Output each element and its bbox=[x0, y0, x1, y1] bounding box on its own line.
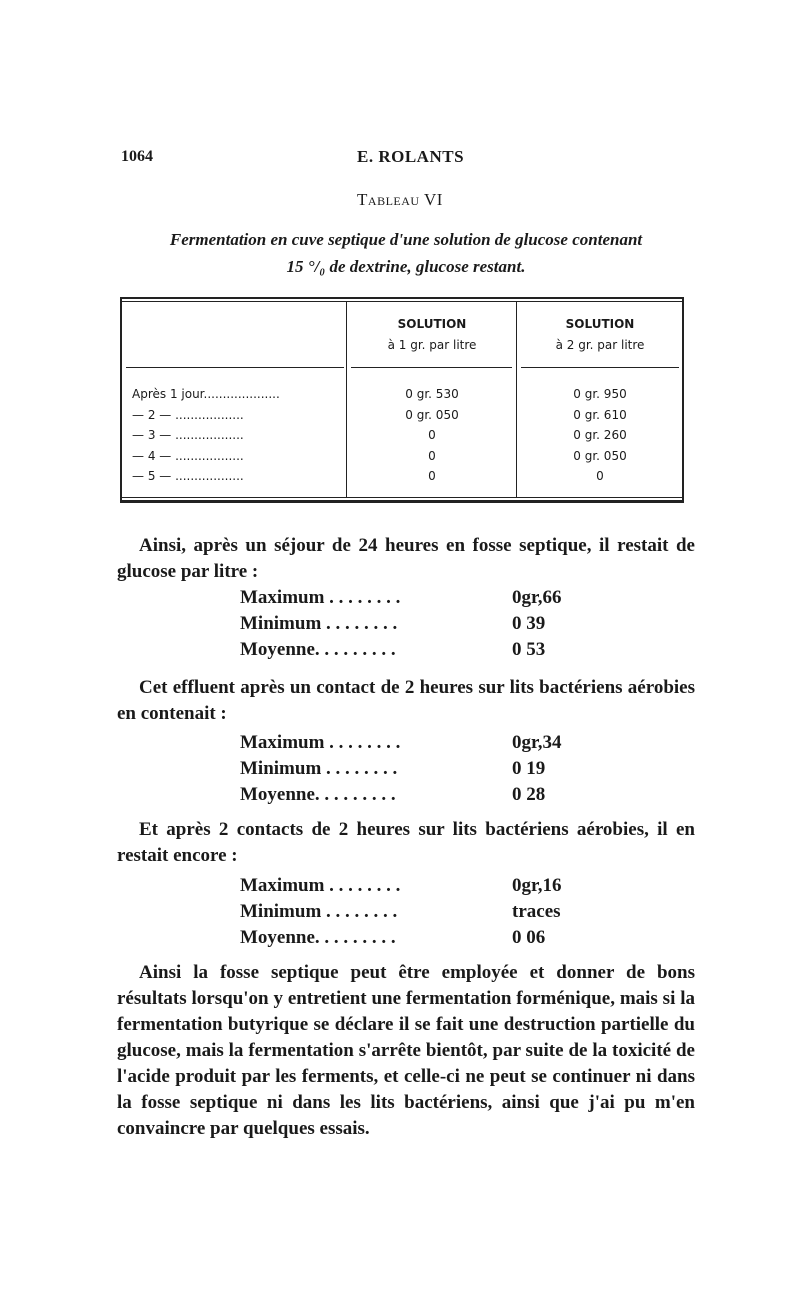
table-row bbox=[120, 384, 684, 405]
stat-label: Minimum . . . . . . . . bbox=[240, 901, 398, 922]
row-value-col2: 0 gr. 260 bbox=[573, 428, 627, 442]
stat-label: Minimum . . . . . . . . bbox=[240, 758, 398, 779]
paragraph-text: Cet effluent après un contact de 2 heures sur lits bactériens aérobies en contenait : bbox=[117, 677, 695, 724]
row-value-col2: 0 gr. 050 bbox=[573, 448, 627, 463]
table-row bbox=[120, 446, 684, 467]
stat-value: 0 19 bbox=[512, 758, 546, 779]
row-value-col1: 0 bbox=[428, 448, 436, 463]
paragraph-text: Ainsi la fosse septique peut être employée et donner de bons résultats lorsqu'on y entretient une fermentation forménique, mais si la fermentation butyrique se déclare il se fait une destruction partielle du glucose, mais la fermentation s'arrête bientôt, par suite de la toxicité de l'acide produit par les ferments, et celle-ci ne peut se continuer ni dans la fosse septique ni dans les lits bactériens, ainsi que j'ai pu m'en convaincre par quelques essais. bbox=[117, 962, 695, 1139]
stat-label: Moyenne. . . . . . . . . bbox=[240, 639, 396, 660]
stat-label: Maximum . . . . . . . . bbox=[240, 587, 401, 608]
row-value-col1: 0 gr. 050 bbox=[405, 407, 459, 422]
row-label: — 4 — .................. bbox=[132, 448, 244, 463]
table-body bbox=[120, 384, 684, 487]
row-value-col2: 0 gr. 610 bbox=[573, 407, 627, 422]
stat-value: 0gr,16 bbox=[512, 875, 562, 896]
stat-value: 0 39 bbox=[512, 613, 546, 634]
column-header-2 bbox=[518, 314, 682, 356]
row-label: — 2 — .................. bbox=[132, 407, 244, 422]
stat-value: 0 06 bbox=[512, 927, 546, 948]
stat-row bbox=[240, 637, 600, 663]
header-rule-col2 bbox=[521, 367, 679, 368]
table-caption-line-1: Fermentation en cuve septique d'une solution de glucose contenant bbox=[169, 230, 643, 249]
row-value-col1: 0 gr. 530 bbox=[405, 387, 459, 401]
stat-value: traces bbox=[512, 901, 561, 922]
stat-row bbox=[240, 873, 600, 899]
row-value-col2: 0 bbox=[596, 469, 604, 483]
stats-block-1 bbox=[240, 585, 600, 663]
paragraph-text: Ainsi, après un séjour de 24 heures en fosse septique, il restait de glucose par litre : bbox=[117, 535, 695, 582]
table-rule-bottom bbox=[120, 500, 684, 503]
stat-row bbox=[240, 756, 600, 782]
row-value-col1: 0 bbox=[428, 428, 436, 442]
body-paragraph-3 bbox=[117, 817, 695, 869]
stat-row bbox=[240, 730, 600, 756]
header-rule-col1 bbox=[351, 367, 512, 368]
stat-row bbox=[240, 899, 600, 925]
stat-value: 0gr,66 bbox=[512, 587, 562, 608]
stats-block-2 bbox=[240, 730, 600, 808]
stat-row bbox=[240, 782, 600, 808]
table-rule-top-inner bbox=[120, 301, 684, 302]
running-head: E. ROLANTS bbox=[357, 147, 465, 166]
row-value-col2: 0 gr. 950 bbox=[573, 387, 627, 401]
table-row bbox=[120, 466, 684, 487]
stat-value: 0gr,34 bbox=[512, 732, 562, 753]
column-header-1-subtitle: à 1 gr. par litre bbox=[387, 338, 477, 352]
paragraph-text: Et après 2 contacts de 2 heures sur lits bactériens aérobies, il en restait encore : bbox=[117, 819, 695, 866]
stats-block-3 bbox=[240, 873, 600, 951]
page-number: 1064 bbox=[121, 148, 153, 165]
data-table bbox=[120, 297, 684, 504]
row-value-col1: 0 bbox=[428, 469, 436, 483]
row-label: — 3 — .................. bbox=[132, 428, 244, 442]
table-number: Tableau VI bbox=[357, 190, 443, 209]
stat-value: 0 28 bbox=[512, 784, 546, 805]
table-rule-top bbox=[120, 297, 684, 299]
body-paragraph-1 bbox=[117, 533, 695, 585]
stat-label: Moyenne. . . . . . . . . bbox=[240, 927, 396, 948]
stat-row bbox=[240, 585, 600, 611]
body-paragraph-4 bbox=[117, 960, 695, 1142]
row-label: Après 1 jour.................... bbox=[132, 387, 280, 401]
column-header-1 bbox=[348, 314, 516, 356]
stat-row bbox=[240, 925, 600, 951]
stat-label: Maximum . . . . . . . . bbox=[240, 732, 401, 753]
column-header-2-title: SOLUTION bbox=[565, 317, 635, 331]
table-row bbox=[120, 405, 684, 426]
stat-label: Moyenne. . . . . . . . . bbox=[240, 784, 396, 805]
header-rule-label bbox=[126, 367, 344, 368]
column-header-2-subtitle: à 2 gr. par litre bbox=[555, 338, 645, 352]
stat-row bbox=[240, 611, 600, 637]
body-paragraph-2 bbox=[117, 675, 695, 727]
stat-label: Minimum . . . . . . . . bbox=[240, 613, 398, 634]
table-row bbox=[120, 425, 684, 446]
table-caption-line-2: 15 °/₀ de dextrine, glucose restant. bbox=[286, 257, 526, 276]
stat-value: 0 53 bbox=[512, 639, 546, 660]
table-rule-bottom-inner bbox=[120, 497, 684, 498]
row-label: — 5 — .................. bbox=[132, 469, 244, 483]
column-header-1-title: SOLUTION bbox=[397, 317, 467, 331]
stat-label: Maximum . . . . . . . . bbox=[240, 875, 401, 896]
